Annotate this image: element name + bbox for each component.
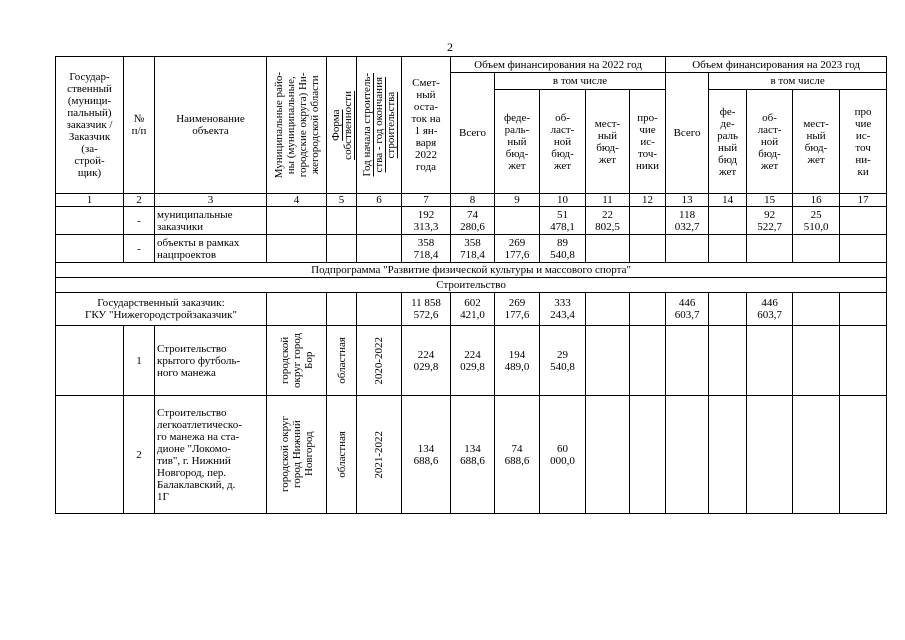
col-number: 14 <box>709 194 747 207</box>
row-name-national: объекты в рамках нацпроектов <box>155 235 267 263</box>
cell-c8: 74 280,6 <box>451 207 495 235</box>
header-other-2022: про- чие ис- точ- ники <box>630 90 666 194</box>
table-row <box>56 326 887 396</box>
header-estimated: Смет- ный оста- ток на 1 ян- варя 2022 года <box>402 57 451 194</box>
header-local-2023: мест- ный бюд- жет <box>793 90 840 194</box>
object-name-2: Строительство легкоатлетическо- го манежа на ста- дионе "Локомо- тив", г. Нижний Новгород, пер. Балаклавский, д. 1Г <box>155 396 267 514</box>
header-no: № п/п <box>124 57 155 194</box>
row-number: 1 <box>124 326 155 396</box>
col-number: 7 <box>402 194 451 207</box>
header-total-2023: Всего <box>666 73 709 194</box>
cell-c16: 25 510,0 <box>793 207 840 235</box>
cell-c11: 22 802,5 <box>586 207 630 235</box>
col-number: 12 <box>630 194 666 207</box>
financing-table <box>55 56 887 514</box>
header-fin2023: Объем финансирования на 2023 год <box>666 57 887 73</box>
table-row <box>56 235 887 263</box>
header-local-2022: мест- ный бюд- жет <box>586 90 630 194</box>
table-row <box>56 207 887 235</box>
object-municipality-1: городской округ город Бор <box>267 326 327 396</box>
object-name-1: Строительство крытого футболь- ного манежа <box>155 326 267 396</box>
col-number: 13 <box>666 194 709 207</box>
col-number: 16 <box>793 194 840 207</box>
state-customer: Государственный заказчик: ГКУ "Нижегородстройзаказчик" <box>56 293 267 326</box>
cell-c10: 29 540,8 <box>540 326 586 396</box>
cell-c8: 134 688,6 <box>451 396 495 514</box>
col-number: 15 <box>747 194 793 207</box>
header-federal-2022: феде- раль- ный бюд- жет <box>495 90 540 194</box>
header-incl-2022: в том числе <box>495 73 666 90</box>
cell-c15: 92 522,7 <box>747 207 793 235</box>
cell-c9: 269 177,6 <box>495 293 540 326</box>
object-ownership-1: областная <box>327 326 357 396</box>
cell-c7: 192 313,3 <box>402 207 451 235</box>
col-number: 1 <box>56 194 124 207</box>
object-municipality-2: городской округ город Нижний Новгород <box>267 396 327 514</box>
cell-c8: 224 029,8 <box>451 326 495 396</box>
cell-c9: 194 489,0 <box>495 326 540 396</box>
header-federal-2023: фе- де- раль ный бюд жет <box>709 90 747 194</box>
cell-c7: 224 029,8 <box>402 326 451 396</box>
col-number: 17 <box>840 194 887 207</box>
col-number: 9 <box>495 194 540 207</box>
header-years: Год начала строитель- ства - год окончания строительства <box>357 57 402 194</box>
header-other-2023: про чие ис- точ ни- ки <box>840 90 887 194</box>
cell-c9: 74 688,6 <box>495 396 540 514</box>
cell-c7: 358 718,4 <box>402 235 451 263</box>
header-customer: Государ- ственный (муници- пальный) заказчик / Заказчик (за- строй- щик) <box>56 57 124 194</box>
object-years-2: 2021-2022 <box>357 396 402 514</box>
object-years-1: 2020-2022 <box>357 326 402 396</box>
cell-c10: 60 000,0 <box>540 396 586 514</box>
col-number: 8 <box>451 194 495 207</box>
header-incl-2023: в том числе <box>709 73 887 90</box>
col-number: 4 <box>267 194 327 207</box>
header-ownership: Форма собственности <box>327 57 357 194</box>
header-object-name: Наименование объекта <box>155 57 267 194</box>
header-regional-2023: об- ласт- ной бюд- жет <box>747 90 793 194</box>
cell-c13: 118 032,7 <box>666 207 709 235</box>
row-dash: - <box>124 235 155 263</box>
object-ownership-2: областная <box>327 396 357 514</box>
cell-c10: 51 478,1 <box>540 207 586 235</box>
header-municipality: Муниципальные райо- ны (муниципальные, городские округа) Ни- жегородской области <box>267 57 327 194</box>
col-number: 2 <box>124 194 155 207</box>
col-number: 6 <box>357 194 402 207</box>
header-fin2022: Объем финансирования на 2022 год <box>451 57 666 73</box>
subprogram-title: Подпрограмма "Развитие физической культуры и массового спорта" <box>56 263 887 278</box>
cell-c10: 89 540,8 <box>540 235 586 263</box>
cell-c9: 269 177,6 <box>495 235 540 263</box>
row-number: 2 <box>124 396 155 514</box>
col-number: 11 <box>586 194 630 207</box>
section-construction: Строительство <box>56 278 887 293</box>
cell-c13: 446 603,7 <box>666 293 709 326</box>
header-regional-2022: об- ласт- ной бюд- жет <box>540 90 586 194</box>
cell-c7: 134 688,6 <box>402 396 451 514</box>
cell-c7: 11 858 572,6 <box>402 293 451 326</box>
cell-c8: 602 421,0 <box>451 293 495 326</box>
page-number: 2 <box>447 40 453 54</box>
header-total-2022: Всего <box>451 73 495 194</box>
row-dash: - <box>124 207 155 235</box>
table-row <box>56 293 887 326</box>
cell-c10: 333 243,4 <box>540 293 586 326</box>
cell-c8: 358 718,4 <box>451 235 495 263</box>
cell-c15: 446 603,7 <box>747 293 793 326</box>
row-name-municipal: муниципальные заказчики <box>155 207 267 235</box>
table-row <box>56 396 887 514</box>
col-number: 5 <box>327 194 357 207</box>
col-number: 3 <box>155 194 267 207</box>
col-number: 10 <box>540 194 586 207</box>
